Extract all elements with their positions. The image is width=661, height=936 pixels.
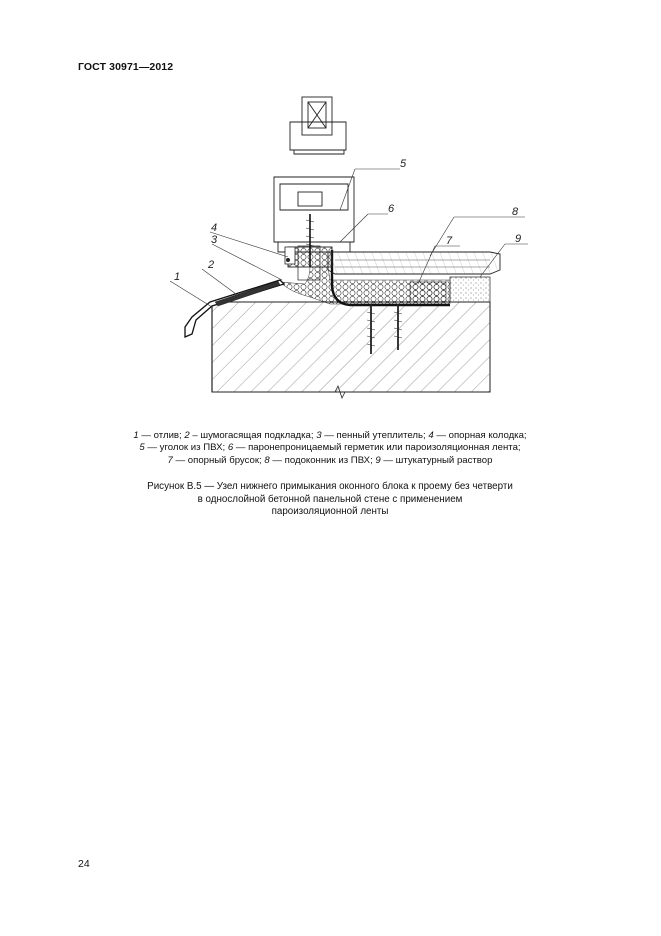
callout-1: 1 [174, 271, 181, 283]
windowsill [328, 252, 500, 274]
callout-7: 7 [446, 235, 453, 247]
figure-caption [80, 481, 580, 519]
support-pad [285, 247, 295, 264]
caption-line: Рисунок В.5 — Узел нижнего примыкания оконного блока к проему без четверти [147, 481, 513, 492]
page-number: 24 [78, 858, 90, 870]
callout-4: 4 [211, 222, 218, 234]
callout-8: 8 [512, 206, 519, 218]
legend-line-1: 1 — отлив; 2 – шумогасящая подкладка; 3 — пенный утеплитель; 4 — опорная колодка; [133, 430, 527, 441]
callout-9: 9 [515, 233, 522, 245]
technical-drawing [160, 92, 560, 410]
callout-2: 2 [208, 259, 215, 271]
caption-line: пароизоляционной ленты [271, 506, 389, 518]
callout-3: 3 [211, 234, 218, 246]
support-block [410, 282, 446, 302]
caption-line: в однослойной бетонной панельной стене с применением [197, 493, 463, 505]
legend-line-3: 7 — опорный брусок; 8 — подоконник из ПВХ; 9 — штукатурный раствор [167, 454, 493, 466]
callout-5: 5 [400, 158, 407, 170]
figure-legend [80, 430, 580, 467]
plaster [450, 277, 490, 302]
concrete-wall [212, 302, 490, 392]
legend-line-2: 5 — уголок из ПВХ; 6 — паронепроницаемый герметик или пароизоляционная лента; [139, 442, 521, 454]
document-header: ГОСТ 30971—2012 [78, 61, 174, 73]
callout-6: 6 [388, 203, 395, 215]
